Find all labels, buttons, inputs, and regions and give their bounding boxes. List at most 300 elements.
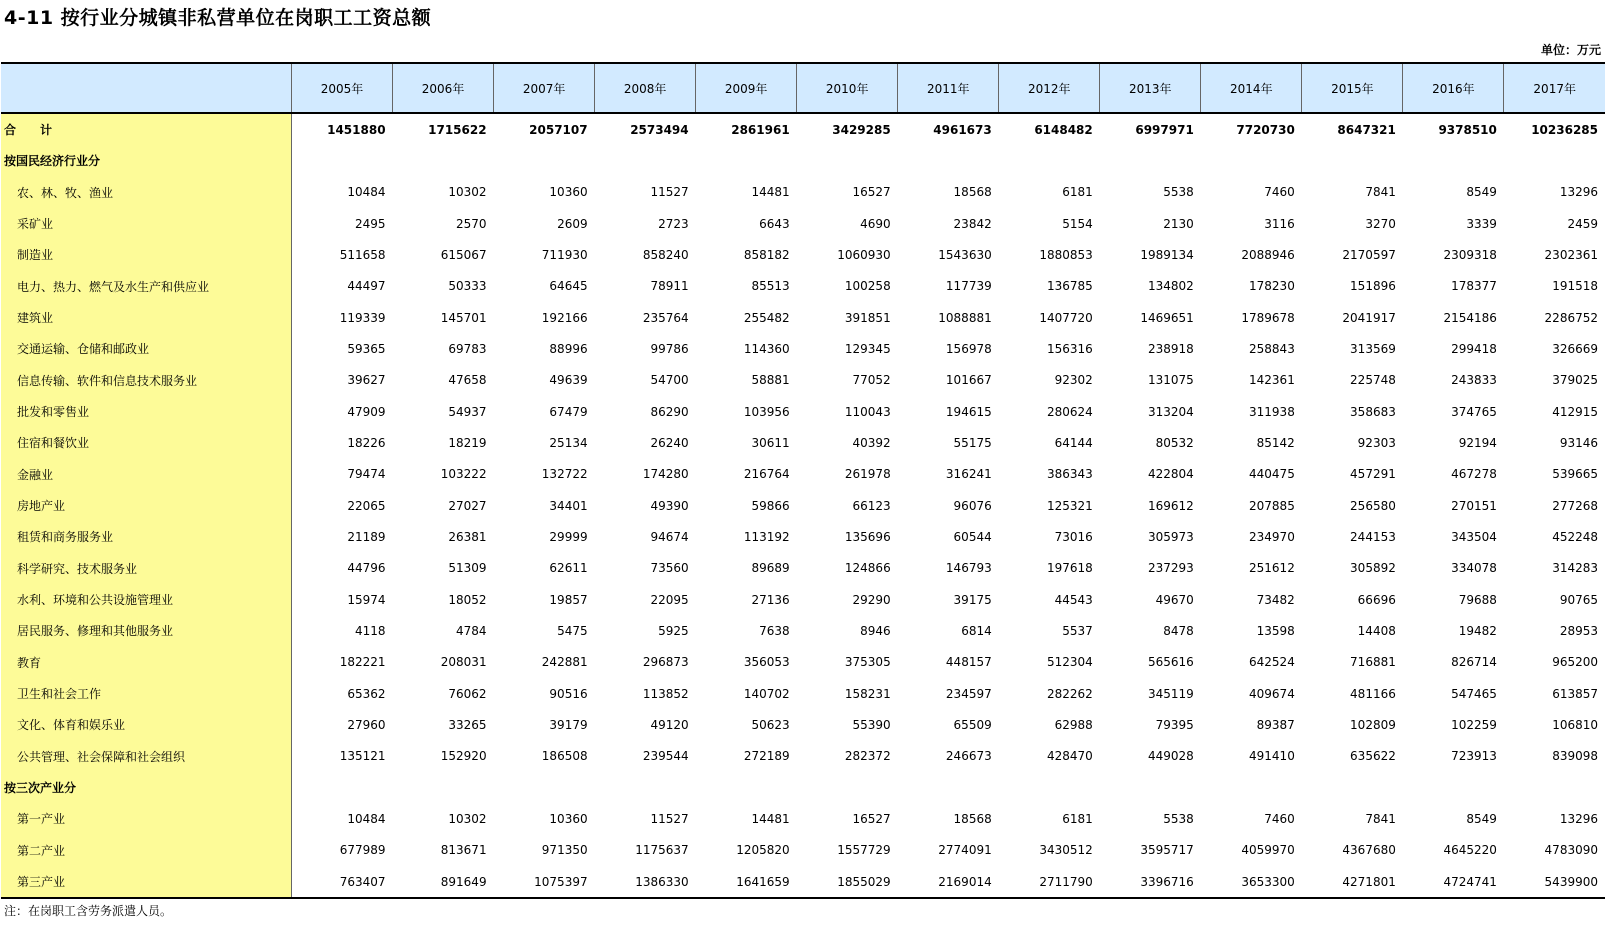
value-cell: 51309 <box>448 561 487 576</box>
value-cell: 467278 <box>1451 467 1497 482</box>
value-cell: 26381 <box>448 529 487 544</box>
value-cell: 813671 <box>440 843 487 858</box>
value-cell <box>1403 145 1504 176</box>
value-cell: 79474 <box>347 467 386 482</box>
value-cell <box>1201 772 1302 803</box>
value-cell: 391851 <box>844 310 891 325</box>
table-row <box>1 647 1605 678</box>
value-cell: 8478 <box>1163 623 1194 638</box>
value-cell: 3396716 <box>1100 866 1201 898</box>
value-cell: 491410 <box>1249 749 1295 764</box>
value-cell: 711930 <box>541 247 588 262</box>
header-year: 2014年 <box>1201 63 1302 113</box>
value-cell: 182221 <box>339 655 386 670</box>
value-cell: 314283 <box>1552 561 1598 576</box>
value-cell <box>1302 772 1403 803</box>
value-cell: 243833 <box>1451 373 1497 388</box>
value-cell: 44497 <box>347 279 386 294</box>
value-cell: 54937 <box>448 404 487 419</box>
value-cell <box>595 145 696 176</box>
value-cell: 2459 <box>1567 216 1598 231</box>
value-cell: 258843 <box>1249 341 1295 356</box>
value-cell <box>696 772 797 803</box>
header-row <box>1 63 1605 113</box>
row-label: 公共管理、社会保障和社会组织 <box>1 741 292 772</box>
value-cell: 44543 <box>1054 592 1093 607</box>
value-cell: 73482 <box>1256 592 1295 607</box>
row-label: 文化、体育和娱乐业 <box>1 709 292 740</box>
value-cell: 242881 <box>541 655 588 670</box>
row-label: 建筑业 <box>1 302 292 333</box>
value-cell: 539665 <box>1552 467 1598 482</box>
value-cell: 132722 <box>541 467 588 482</box>
value-cell: 16527 <box>852 185 891 200</box>
value-cell: 839098 <box>1552 749 1598 764</box>
value-cell: 5925 <box>658 623 689 638</box>
row-label: 房地产业 <box>1 490 292 521</box>
value-cell: 547465 <box>1451 686 1497 701</box>
value-cell: 1451880 <box>327 122 386 137</box>
value-cell: 457291 <box>1350 467 1396 482</box>
value-cell: 78911 <box>650 279 689 294</box>
value-cell: 6814 <box>961 623 992 638</box>
value-cell: 15974 <box>347 592 386 607</box>
row-label: 教育 <box>1 647 292 678</box>
value-cell: 102259 <box>1451 717 1497 732</box>
value-cell: 10484 <box>347 811 386 826</box>
value-cell: 85513 <box>751 279 790 294</box>
value-cell: 5475 <box>557 623 588 638</box>
value-cell: 191518 <box>1552 279 1598 294</box>
value-cell: 277268 <box>1552 498 1598 513</box>
value-cell: 2286752 <box>1544 310 1598 325</box>
row-label: 第三产业 <box>1 866 292 898</box>
row-label: 采矿业 <box>1 208 292 239</box>
value-cell: 440475 <box>1249 467 1295 482</box>
value-cell: 145701 <box>440 310 487 325</box>
value-cell: 8549 <box>1466 185 1497 200</box>
value-cell: 89689 <box>751 561 790 576</box>
value-cell: 117739 <box>945 279 992 294</box>
value-cell: 4118 <box>355 623 386 638</box>
value-cell: 2130 <box>1163 216 1194 231</box>
section-row <box>1 145 1605 176</box>
value-cell: 10302 <box>448 185 487 200</box>
table-row <box>1 490 1605 521</box>
value-cell: 255482 <box>743 310 790 325</box>
table-row <box>1 459 1605 490</box>
row-label: 租赁和商务服务业 <box>1 521 292 552</box>
value-cell: 136785 <box>1046 279 1093 294</box>
value-cell: 7638 <box>759 623 790 638</box>
value-cell: 96076 <box>953 498 992 513</box>
value-cell: 1205820 <box>736 843 790 858</box>
value-cell: 54700 <box>650 373 689 388</box>
value-cell: 428470 <box>1046 749 1093 764</box>
value-cell: 94674 <box>650 529 689 544</box>
value-cell: 891649 <box>393 866 494 898</box>
value-cell: 10484 <box>347 185 386 200</box>
value-cell: 615067 <box>440 247 487 262</box>
value-cell: 1075397 <box>494 866 595 898</box>
value-cell: 29999 <box>549 529 588 544</box>
value-cell: 6181 <box>1062 185 1093 200</box>
value-cell: 4059970 <box>1241 843 1295 858</box>
value-cell: 826714 <box>1451 655 1497 670</box>
value-cell: 60544 <box>953 529 992 544</box>
value-cell <box>797 145 898 176</box>
unit-label: 单位：万元 <box>1540 43 1601 57</box>
value-cell: 1088881 <box>938 310 992 325</box>
value-cell: 511658 <box>339 247 386 262</box>
row-label: 水利、环境和公共设施管理业 <box>1 584 292 615</box>
value-cell: 2041917 <box>1342 310 1396 325</box>
value-cell: 326669 <box>1552 341 1598 356</box>
value-cell: 282262 <box>1046 686 1093 701</box>
value-cell: 677989 <box>339 843 386 858</box>
value-cell: 375305 <box>844 655 891 670</box>
value-cell: 3116 <box>1264 216 1295 231</box>
row-label: 合 计 <box>1 113 292 145</box>
value-cell: 146793 <box>945 561 992 576</box>
value-cell: 22095 <box>650 592 689 607</box>
value-cell: 27960 <box>347 717 386 732</box>
value-cell: 1715622 <box>428 122 487 137</box>
table-row <box>1 271 1605 302</box>
value-cell <box>797 772 898 803</box>
header-year: 2015年 <box>1302 63 1403 113</box>
value-cell: 5537 <box>1062 623 1093 638</box>
value-cell: 1789678 <box>1241 310 1295 325</box>
table-row <box>1 553 1605 584</box>
value-cell: 4784 <box>456 623 487 638</box>
row-label: 制造业 <box>1 239 292 270</box>
value-cell: 16527 <box>852 811 891 826</box>
table-row <box>1 584 1605 615</box>
value-cell: 110043 <box>844 404 891 419</box>
value-cell: 1543630 <box>938 247 992 262</box>
value-cell: 124866 <box>844 561 891 576</box>
value-cell: 1641659 <box>696 866 797 898</box>
value-cell <box>696 145 797 176</box>
value-cell: 49120 <box>650 717 689 732</box>
value-cell: 613857 <box>1552 686 1598 701</box>
value-cell: 14481 <box>751 811 790 826</box>
value-cell: 2573494 <box>630 122 689 137</box>
value-cell <box>1100 772 1201 803</box>
table-row <box>1 365 1605 396</box>
value-cell: 73016 <box>1054 529 1093 544</box>
value-cell: 39627 <box>347 373 386 388</box>
value-cell: 4724741 <box>1403 866 1504 898</box>
value-cell: 40392 <box>852 435 891 450</box>
value-cell: 3270 <box>1365 216 1396 231</box>
value-cell: 1855029 <box>797 866 898 898</box>
value-cell: 10236285 <box>1531 122 1598 137</box>
header-year: 2013年 <box>1100 63 1201 113</box>
value-cell <box>595 772 696 803</box>
value-cell: 64645 <box>549 279 588 294</box>
value-cell: 89387 <box>1256 717 1295 732</box>
value-cell: 270151 <box>1451 498 1497 513</box>
value-cell: 135121 <box>339 749 386 764</box>
value-cell: 174280 <box>642 467 689 482</box>
value-cell: 129345 <box>844 341 891 356</box>
value-cell: 234597 <box>945 686 992 701</box>
value-cell: 93146 <box>1559 435 1598 450</box>
value-cell: 305892 <box>1350 561 1396 576</box>
header-year: 2006年 <box>393 63 494 113</box>
value-cell: 197618 <box>1046 561 1093 576</box>
value-cell: 2057107 <box>529 122 588 137</box>
value-cell <box>393 772 494 803</box>
value-cell: 29290 <box>852 592 891 607</box>
row-label: 按三次产业分 <box>1 772 292 803</box>
value-cell: 66123 <box>852 498 891 513</box>
value-cell: 156978 <box>945 341 992 356</box>
table-row <box>1 709 1605 740</box>
value-cell: 64144 <box>1054 435 1093 450</box>
value-cell: 14408 <box>1357 623 1396 638</box>
value-cell: 13296 <box>1559 185 1598 200</box>
value-cell: 481166 <box>1350 686 1396 701</box>
value-cell: 125321 <box>1046 498 1093 513</box>
value-cell: 3339 <box>1466 216 1497 231</box>
table-title: 4-11 按行业分城镇非私营单位在岗职工工资总额 <box>4 7 432 29</box>
value-cell <box>1504 772 1605 803</box>
row-label: 居民服务、修理和其他服务业 <box>1 615 292 646</box>
value-cell: 282372 <box>844 749 891 764</box>
value-cell: 34401 <box>549 498 588 513</box>
value-cell: 86290 <box>650 404 689 419</box>
row-label: 第二产业 <box>1 835 292 866</box>
value-cell: 18568 <box>953 811 992 826</box>
value-cell: 73560 <box>650 561 689 576</box>
value-cell: 256580 <box>1350 498 1396 513</box>
value-cell: 2570 <box>456 216 487 231</box>
value-cell: 114360 <box>743 341 790 356</box>
value-cell: 76062 <box>448 686 487 701</box>
value-cell: 158231 <box>844 686 891 701</box>
value-cell: 85142 <box>1256 435 1295 450</box>
table-row <box>1 521 1605 552</box>
value-cell: 25134 <box>549 435 588 450</box>
footnote: 注：在岗职工含劳务派遣人员。 <box>4 904 173 918</box>
table-row <box>1 239 1605 270</box>
value-cell: 90516 <box>549 686 588 701</box>
value-cell <box>1403 772 1504 803</box>
row-label: 住宿和餐饮业 <box>1 427 292 458</box>
value-cell: 316241 <box>945 467 992 482</box>
value-cell: 635622 <box>1350 749 1396 764</box>
value-cell <box>999 772 1100 803</box>
value-cell: 27027 <box>448 498 487 513</box>
value-cell: 49390 <box>650 498 689 513</box>
value-cell: 13296 <box>1559 811 1598 826</box>
table-row <box>1 333 1605 364</box>
value-cell: 358683 <box>1350 404 1396 419</box>
value-cell: 28953 <box>1559 623 1598 638</box>
value-cell: 965200 <box>1552 655 1598 670</box>
value-cell: 448157 <box>945 655 992 670</box>
value-cell: 2170597 <box>1342 247 1396 262</box>
value-cell: 1386330 <box>595 866 696 898</box>
table-row <box>1 208 1605 239</box>
value-cell <box>999 145 1100 176</box>
value-cell: 5538 <box>1163 811 1194 826</box>
value-cell: 7841 <box>1365 185 1396 200</box>
value-cell: 343504 <box>1451 529 1497 544</box>
value-cell: 239544 <box>642 749 689 764</box>
table-row <box>1 835 1605 866</box>
row-label: 农、林、牧、渔业 <box>1 177 292 208</box>
total-row <box>1 113 1605 145</box>
value-cell: 169612 <box>1147 498 1194 513</box>
value-cell: 299418 <box>1451 341 1497 356</box>
value-cell <box>1504 145 1605 176</box>
value-cell: 8647321 <box>1337 122 1396 137</box>
value-cell: 50623 <box>751 717 790 732</box>
value-cell: 106810 <box>1552 717 1598 732</box>
table-row <box>1 396 1605 427</box>
value-cell: 971350 <box>541 843 588 858</box>
value-cell: 10360 <box>549 811 588 826</box>
value-cell: 103222 <box>440 467 487 482</box>
value-cell: 251612 <box>1249 561 1295 576</box>
value-cell: 151896 <box>1350 279 1396 294</box>
value-cell: 422804 <box>1147 467 1194 482</box>
value-cell: 216764 <box>743 467 790 482</box>
value-cell: 3429285 <box>832 122 891 137</box>
value-cell: 2309318 <box>1443 247 1497 262</box>
value-cell: 92194 <box>1458 435 1497 450</box>
value-cell: 356053 <box>743 655 790 670</box>
value-cell: 565616 <box>1147 655 1194 670</box>
value-cell: 9378510 <box>1438 122 1497 137</box>
value-cell: 119339 <box>339 310 386 325</box>
value-cell: 313204 <box>1147 404 1194 419</box>
row-label: 按国民经济行业分 <box>1 145 292 176</box>
row-label: 科学研究、技术服务业 <box>1 553 292 584</box>
value-cell: 113852 <box>642 686 689 701</box>
value-cell: 131075 <box>1147 373 1194 388</box>
value-cell: 80532 <box>1155 435 1194 450</box>
value-cell <box>898 772 999 803</box>
value-cell: 379025 <box>1552 373 1598 388</box>
header-year: 2016年 <box>1403 63 1504 113</box>
value-cell: 261978 <box>844 467 891 482</box>
value-cell: 19857 <box>549 592 588 607</box>
value-cell <box>1302 145 1403 176</box>
value-cell: 6997971 <box>1135 122 1194 137</box>
header-year: 2005年 <box>292 63 393 113</box>
value-cell: 8549 <box>1466 811 1497 826</box>
value-cell: 58881 <box>751 373 790 388</box>
table-row <box>1 678 1605 709</box>
value-cell: 26240 <box>650 435 689 450</box>
value-cell: 238918 <box>1147 341 1194 356</box>
row-label: 卫生和社会工作 <box>1 678 292 709</box>
value-cell: 67479 <box>549 404 588 419</box>
value-cell: 7841 <box>1365 811 1396 826</box>
value-cell: 1557729 <box>837 843 891 858</box>
value-cell <box>292 772 393 803</box>
value-cell: 18568 <box>953 185 992 200</box>
header-year: 2011年 <box>898 63 999 113</box>
table-row <box>1 427 1605 458</box>
value-cell: 1469651 <box>1140 310 1194 325</box>
value-cell: 92302 <box>1054 373 1093 388</box>
value-cell: 4645220 <box>1443 843 1497 858</box>
value-cell: 452248 <box>1552 529 1598 544</box>
value-cell <box>1100 145 1201 176</box>
value-cell: 66696 <box>1357 592 1396 607</box>
value-cell: 4367680 <box>1342 843 1396 858</box>
value-cell: 272189 <box>743 749 790 764</box>
value-cell: 47909 <box>347 404 386 419</box>
value-cell: 186508 <box>541 749 588 764</box>
value-cell: 1407720 <box>1039 310 1093 325</box>
value-cell: 47658 <box>448 373 487 388</box>
value-cell: 8946 <box>860 623 891 638</box>
value-cell: 79395 <box>1155 717 1194 732</box>
value-cell: 374765 <box>1451 404 1497 419</box>
value-cell: 409674 <box>1249 686 1295 701</box>
value-cell: 716881 <box>1350 655 1396 670</box>
value-cell: 2774091 <box>938 843 992 858</box>
value-cell: 2711790 <box>999 866 1100 898</box>
value-cell: 6148482 <box>1034 122 1093 137</box>
value-cell: 763407 <box>292 866 393 898</box>
value-cell <box>494 145 595 176</box>
value-cell <box>898 145 999 176</box>
value-cell: 642524 <box>1249 655 1295 670</box>
value-cell: 512304 <box>1046 655 1093 670</box>
value-cell: 59365 <box>347 341 386 356</box>
value-cell: 237293 <box>1147 561 1194 576</box>
value-cell: 11527 <box>650 811 689 826</box>
value-cell: 305973 <box>1147 529 1194 544</box>
value-cell: 135696 <box>844 529 891 544</box>
value-cell: 345119 <box>1147 686 1194 701</box>
value-cell: 449028 <box>1147 749 1194 764</box>
value-cell: 858240 <box>642 247 689 262</box>
value-cell: 207885 <box>1249 498 1295 513</box>
value-cell: 99786 <box>650 341 689 356</box>
row-label: 第一产业 <box>1 803 292 834</box>
value-cell: 18226 <box>347 435 386 450</box>
value-cell: 27136 <box>751 592 790 607</box>
value-cell: 19482 <box>1458 623 1497 638</box>
value-cell: 49670 <box>1155 592 1194 607</box>
value-cell: 103956 <box>743 404 790 419</box>
value-cell <box>292 145 393 176</box>
value-cell: 192166 <box>541 310 588 325</box>
value-cell: 246673 <box>945 749 992 764</box>
value-cell: 69783 <box>448 341 487 356</box>
value-cell: 1989134 <box>1140 247 1194 262</box>
value-cell: 311938 <box>1249 404 1295 419</box>
value-cell: 44796 <box>347 561 386 576</box>
value-cell: 39175 <box>953 592 992 607</box>
value-cell: 77052 <box>852 373 891 388</box>
table-row <box>1 615 1605 646</box>
value-cell: 10360 <box>549 185 588 200</box>
value-cell: 90765 <box>1559 592 1598 607</box>
value-cell: 178377 <box>1451 279 1497 294</box>
value-cell: 134802 <box>1147 279 1194 294</box>
value-cell: 59866 <box>751 498 790 513</box>
